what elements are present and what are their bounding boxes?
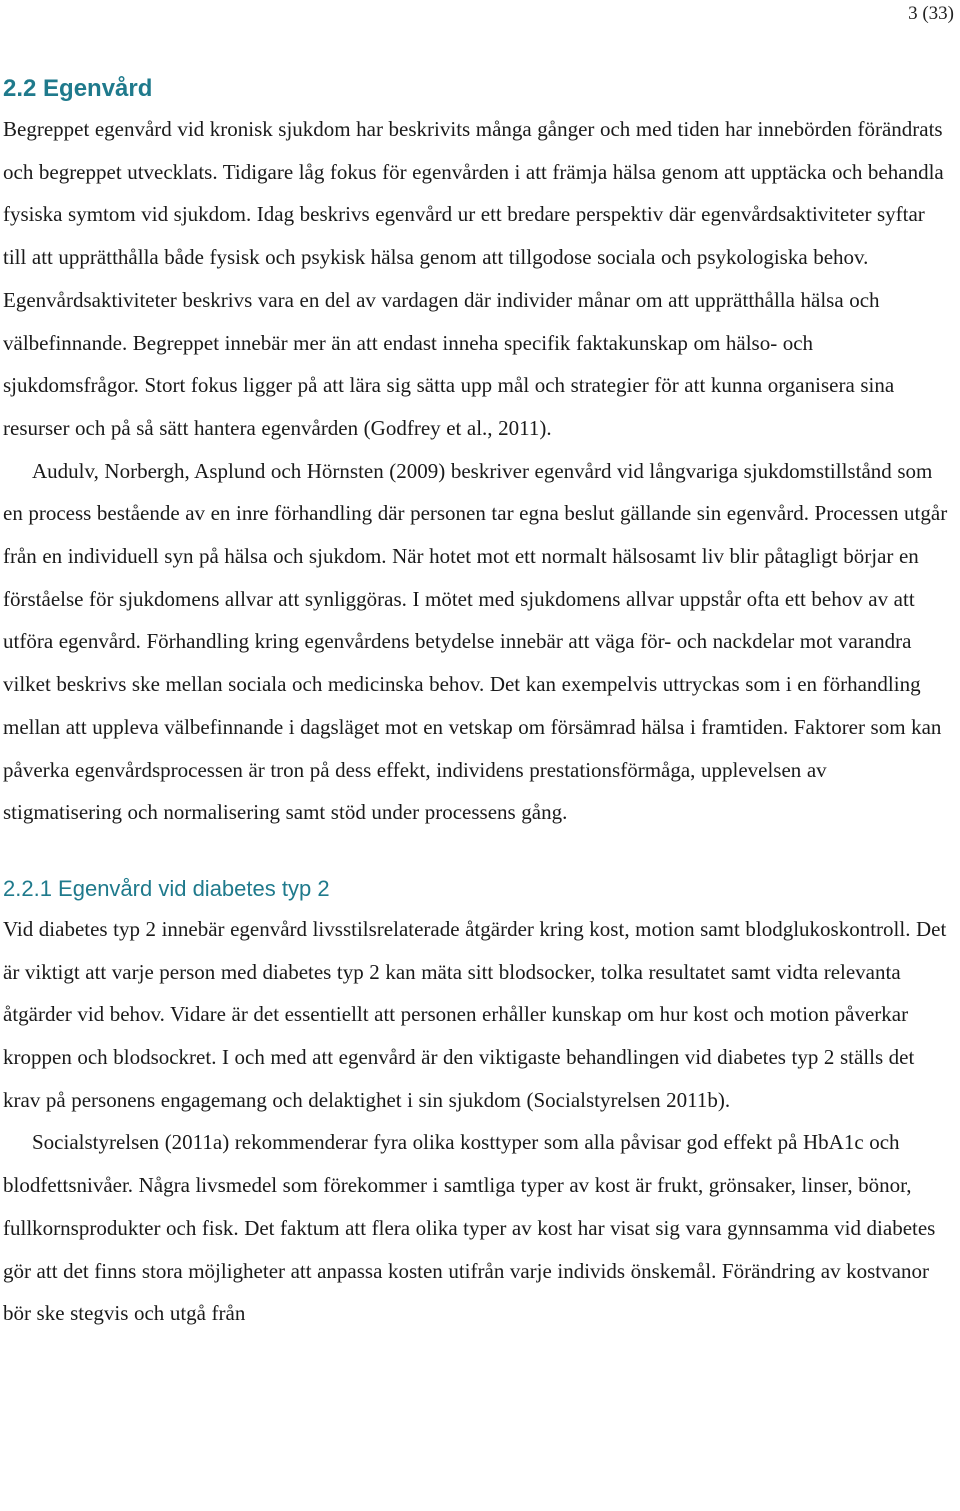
page-number: 3 (33) bbox=[908, 3, 954, 24]
subsection-paragraph-2: Socialstyrelsen (2011a) rekommenderar fyra olika kosttyper som alla påvisar god effekt på HbA1c och blodfettsnivåer. Några livsmedel som förekommer i samtliga typer av kost är frukt, grönsaker, linser, bönor, fullkornsprodukter och fisk. Det faktum att flera olika typer av kost har visat sig vara gynnsamma vid diabetes gör att det finns stora möjligheter att anpassa kosten utifrån varje individs önskemål. Förändring av kostvanor bör ske stegvis och utgå från bbox=[3, 1130, 936, 1326]
section-paragraph-2: Audulv, Norbergh, Asplund och Hörnsten (2009) beskriver egenvård vid långvariga sjukdomstillstånd som en process bestående av en inre förhandling där personen tar egna beslut gällande sin egenvård. Processen utgår från en individuell syn på hälsa och sjukdom. När hotet mot ett normalt hälsosamt liv blir påtagligt börjar en förståelse för sjukdomens allvar att synliggöras. I mötet med sjukdomens allvar uppstår ofta ett behov av att utföra egenvård. Förhandling kring egenvårdens betydelse innebär att väga för- och nackdelar mot varandra vilket beskrivs ske mellan sociala och medicinska behov. Det kan exempelvis uttryckas som i en förhandling mellan att uppleva välbefinnande i dagsläget mot en vetskap om försämrad hälsa i framtiden. Faktorer som kan påverka egenvårdsprocessen är tron på dess effekt, individens prestationsförmåga, upplevelsen av stigmatisering och normalisering samt stöd under processens gång. bbox=[3, 458, 948, 825]
section-paragraph-1: Begreppet egenvård vid kronisk sjukdom har beskrivits många gånger och med tiden har innebörden förändrats och begreppet utvecklats. Tidigare låg fokus för egenvården i att främja hälsa genom att upptäcka och behandla fysiska symtom vid sjukdom. Idag beskrivs egenvård ur ett bredare perspektiv där egenvårdsaktiviteter syftar till att upprätthålla både fysisk och psykisk hälsa genom att tillgodose sociala och psykologiska behov. Egenvårdsaktiviteter beskrivs vara en del av vardagen där individer månar om att upprätthålla hälsa och välbefinnande. Begreppet innebär mer än att endast inneha specifik faktakunskap om hälso- och sjukdomsfrågor. Stort fokus ligger på att lära sig sätta upp mål och strategier för att kunna organisera sina resurser och på så sätt hantera egenvården (Godfrey et al., 2011). bbox=[3, 117, 944, 440]
document-body bbox=[3, 70, 948, 1335]
section-heading: 2.2 Egenvård bbox=[3, 75, 153, 102]
subsection-paragraph-1: Vid diabetes typ 2 innebär egenvård livsstilsrelaterade åtgärder kring kost, motion samt blodglukoskontroll. Det är viktigt att varje person med diabetes typ 2 kan mäta sitt blodsocker, tolka resultatet samt vidta relevanta åtgärder vid behov. Vidare är det essentiellt att personen erhåller kunskap om hur kost och motion påverkar kroppen och blodsockret. I och med att egenvård är den viktigaste behandlingen vid diabetes typ 2 ställs det krav på personens engagemang och delaktighet i sin sjukdom (Socialstyrelsen 2011b). bbox=[3, 916, 947, 1112]
subsection-heading: 2.2.1 Egenvård vid diabetes typ 2 bbox=[3, 875, 330, 901]
